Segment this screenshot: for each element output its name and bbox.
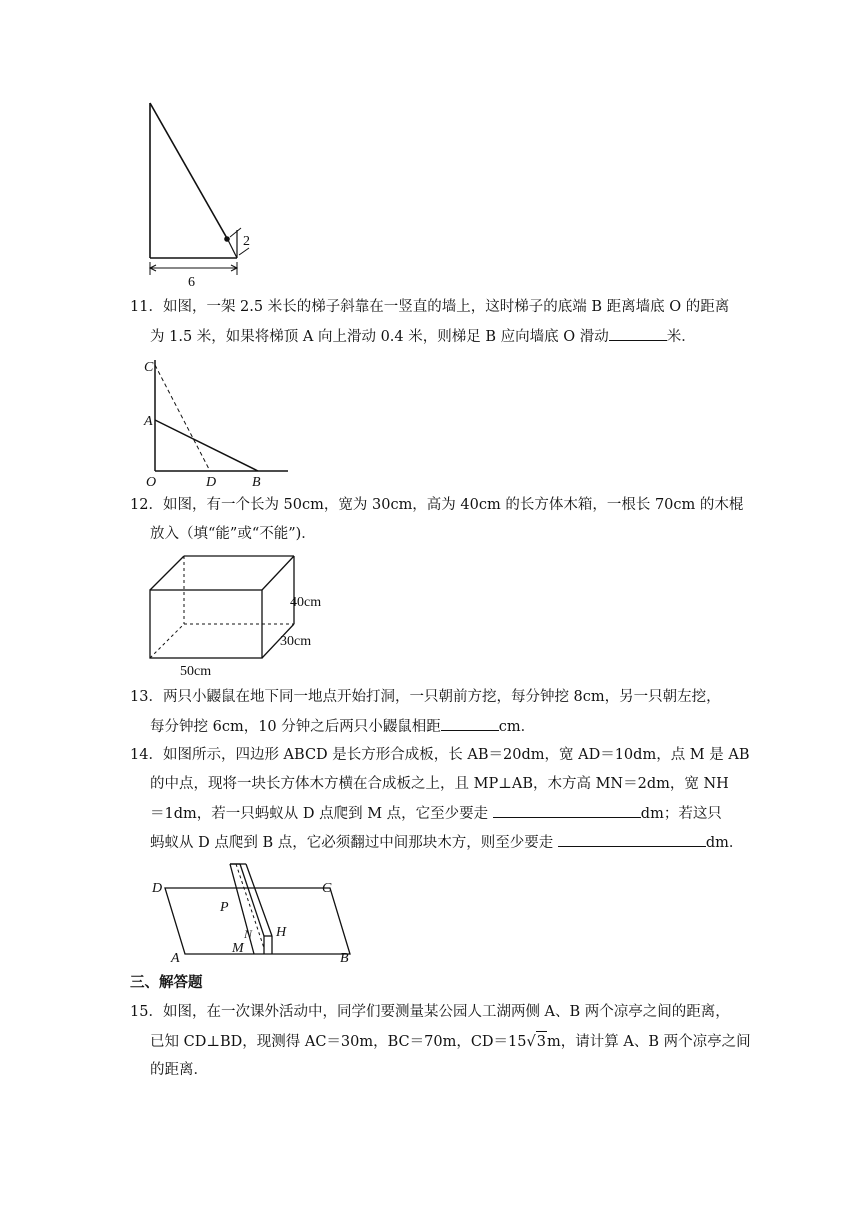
q11-line1: 11．如图，一架 2.5 米长的梯子斜靠在一竖直的墙上，这时梯子的底端 B 距离墙底 O 的距离 — [130, 299, 730, 315]
label-D: D — [152, 881, 163, 896]
q14-line3: ＝1dm，若一只蚂蚁从 D 点爬到 M 点，它至少要走 dm；若这只 — [150, 803, 722, 824]
q13-line2: 每分钟挖 6cm，10 分钟之后两只小鼹鼠相距 cm． — [150, 716, 535, 737]
q14-line4: 蚂蚁从 D 点爬到 B 点，它必须翻过中间那块木方，则至少要走 dm． — [150, 832, 743, 853]
slant-line — [150, 103, 228, 240]
figure-q10 — [140, 100, 270, 290]
label-H: H — [276, 925, 287, 940]
short-edge — [228, 240, 237, 258]
q13-answer-blank[interactable] — [441, 716, 499, 731]
ladder-ab — [155, 420, 258, 471]
label-length: 50cm — [180, 664, 212, 679]
board-parallelogram — [165, 888, 350, 954]
label-B: B — [252, 475, 261, 490]
q12-line1: 12．如图，有一个长为 50cm，宽为 30cm，高为 40cm 的长方体木箱，一根长 70cm 的木棍 — [130, 497, 744, 513]
figure-q11 — [140, 355, 300, 490]
label-height: 40cm — [290, 595, 322, 610]
figure-q12 — [140, 548, 370, 683]
ladder-cd — [155, 365, 210, 471]
q12-line2: 放入（填“能”或“不能”)． — [150, 526, 316, 542]
q14-line1: 14．如图所示，四边形 ABCD 是长方形合成板，长 AB＝20dm，宽 AD＝10dm，点 M 是 AB — [130, 747, 750, 763]
label-O: O — [146, 475, 157, 490]
q15-line1: 15．如图，在一次课外活动中，同学们要测量某公园人工湖两侧 A、B 两个凉亭之间的距离， — [130, 1004, 730, 1020]
label-A: A — [144, 414, 153, 429]
section-heading: 三、解答题 — [130, 974, 203, 991]
label-P: P — [220, 900, 229, 915]
label-C: C — [144, 360, 154, 375]
q11-line2: 为 1.5 米，如果将梯顶 A 向上滑动 0.4 米，则梯足 B 应向墙底 O 滑动 米． — [150, 326, 696, 347]
q15-line2: 已知 CD⊥BD，现测得 AC＝30m，BC＝70m，CD＝15√3m，请计算 A、B 两个凉亭之间 — [150, 1031, 751, 1052]
label-A: A — [171, 951, 180, 966]
q11-answer-blank[interactable] — [609, 326, 667, 341]
label-M: M — [232, 941, 244, 956]
label-2: 2 — [243, 234, 250, 249]
sqrt-expression: √3 — [527, 1031, 547, 1052]
figure-q14 — [140, 856, 360, 966]
q14-answer-blank-1[interactable] — [493, 803, 641, 818]
label-D: D — [206, 475, 217, 490]
label-C: C — [322, 881, 332, 896]
q13-line1: 13．两只小鼹鼠在地下同一地点开始打洞，一只朝前方挖，每分钟挖 8cm，另一只朝左挖， — [130, 689, 721, 705]
label-N: N — [244, 927, 253, 941]
q15-line3: 的距离． — [150, 1062, 208, 1078]
label-6: 6 — [188, 275, 195, 290]
label-width: 30cm — [280, 634, 312, 649]
q14-line2: 的中点，现将一块长方体木方横在合成板之上，且 MP⊥AB，木方高 MN＝2dm，宽 NH — [150, 776, 729, 792]
q14-answer-blank-2[interactable] — [558, 832, 706, 847]
label-B: B — [340, 951, 349, 966]
point-dot — [224, 236, 230, 242]
